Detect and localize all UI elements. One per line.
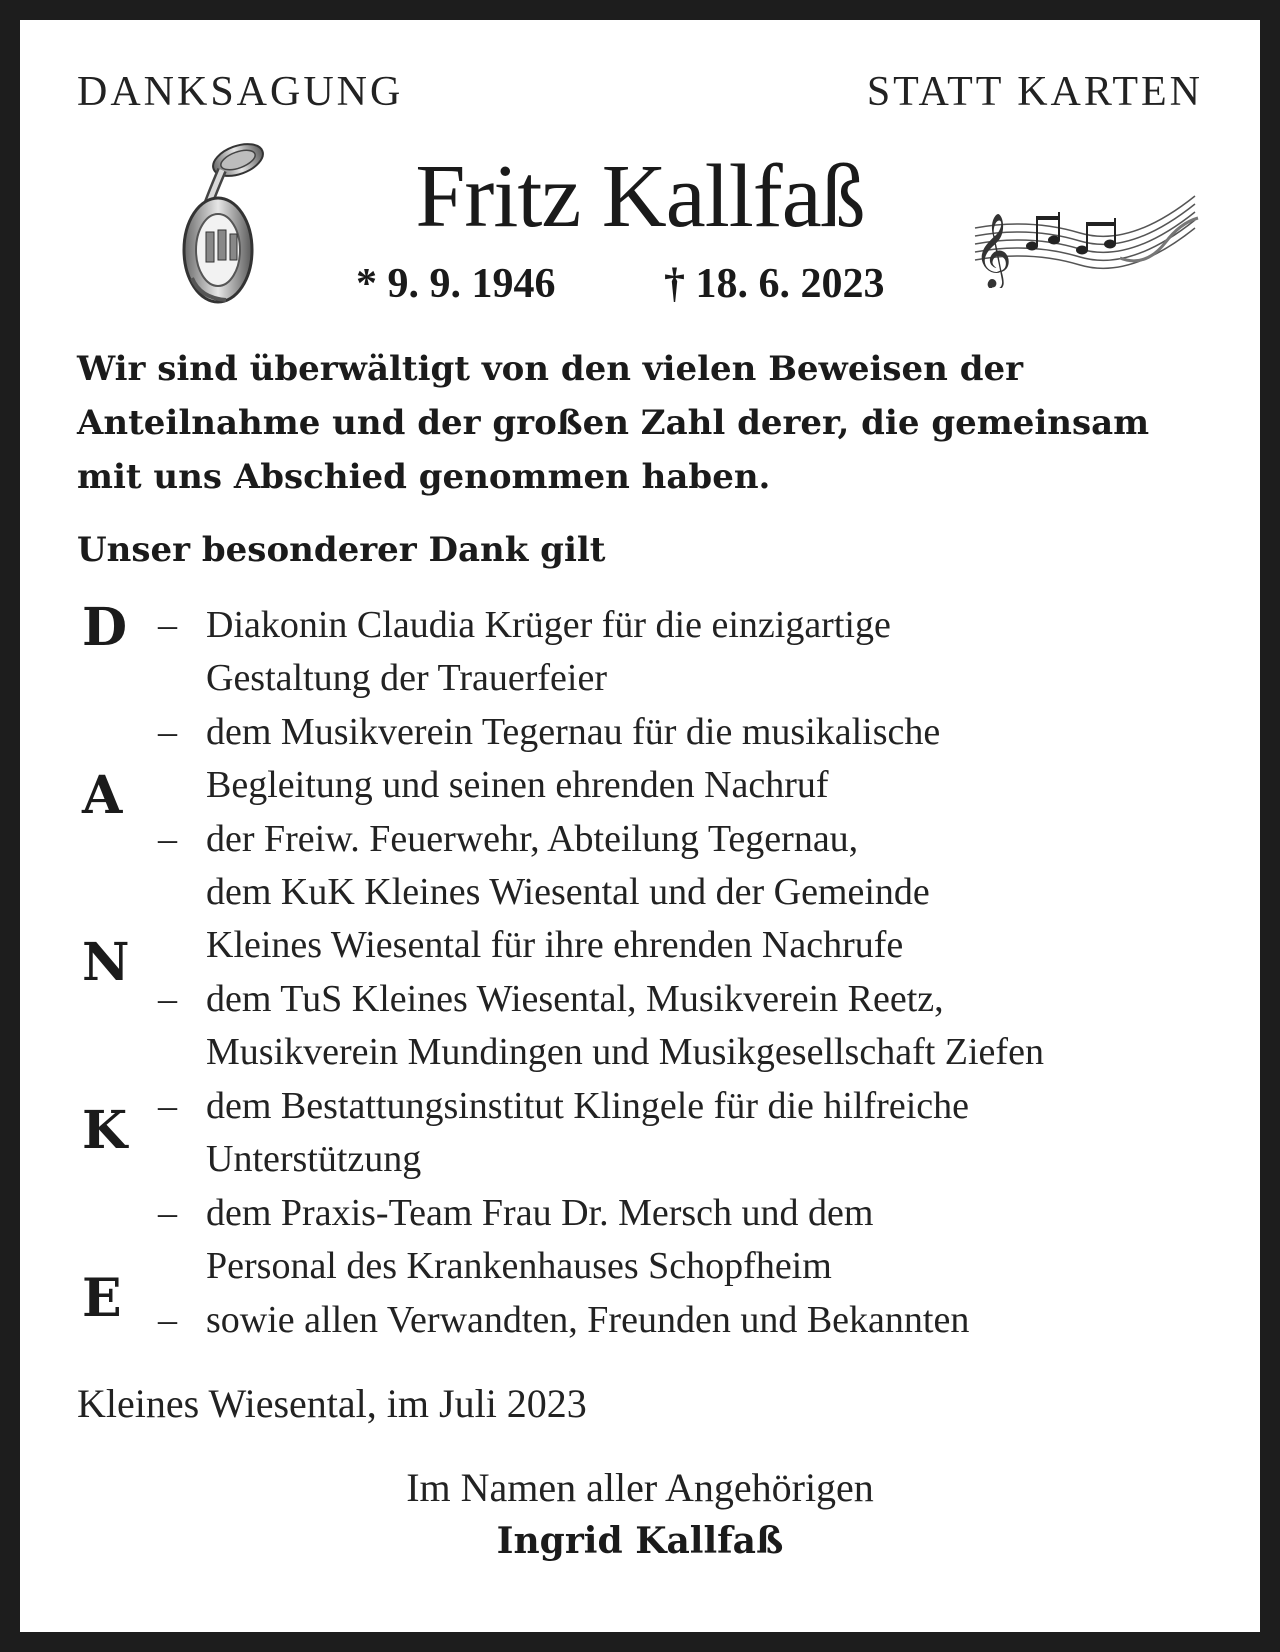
signature-name: Ingrid Kallfaß <box>496 1520 784 1562</box>
svg-text:𝄞: 𝄞 <box>974 214 1012 288</box>
list-dash: – <box>158 818 177 860</box>
list-dash: – <box>158 1192 177 1234</box>
side-letter-d: D <box>82 597 128 658</box>
thanks-line: Musikverein Mundingen und Musikgesellschaft Ziefen <box>206 1031 1044 1073</box>
list-dash: – <box>158 1299 177 1341</box>
side-letter-e: E <box>82 1268 122 1329</box>
signature-line: Im Namen aller Angehörigen <box>406 1465 874 1510</box>
header-statt-karten: STATT KARTEN <box>866 69 1203 115</box>
intro-paragraph <box>77 342 1203 504</box>
thanks-line: dem KuK Kleines Wiesental und der Gemeinde <box>206 871 930 913</box>
thanks-line: dem Praxis-Team Frau Dr. Mersch und dem <box>206 1192 874 1234</box>
thanks-line: dem Bestattungsinstitut Klingele für die hilfreiche <box>206 1085 969 1127</box>
list-dash: – <box>158 604 177 646</box>
birth-date: * 9. 9. 1946 <box>356 261 556 307</box>
list-dash: – <box>158 711 177 753</box>
thanks-line: Personal des Krankenhauses Schopfheim <box>206 1245 832 1287</box>
thanks-line: Diakonin Claudia Krüger für die einzigartige <box>206 604 891 646</box>
thanks-line: Gestaltung der Trauerfeier <box>206 657 607 699</box>
side-letter-a: A <box>82 765 123 826</box>
music-notes-icon <box>970 188 1200 288</box>
thanks-line: dem TuS Kleines Wiesental, Musikverein Reetz, <box>206 978 944 1020</box>
thanks-line: Unterstützung <box>206 1138 422 1180</box>
death-date: † 18. 6. 2023 <box>664 261 885 307</box>
list-dash: – <box>158 978 177 1020</box>
header-danksagung: DANKSAGUNG <box>77 69 404 115</box>
list-dash: – <box>158 1085 177 1127</box>
intro-line: Anteilnahme und der großen Zahl derer, die gemeinsam <box>77 403 1150 443</box>
thanks-line: sowie allen Verwandten, Freunden und Bekannten <box>206 1299 970 1341</box>
thanks-heading: Unser besonderer Dank gilt <box>77 530 606 570</box>
side-letter-n: N <box>82 932 130 993</box>
thanks-line: Kleines Wiesental für ihre ehrenden Nachrufe <box>206 924 904 966</box>
place-date: Kleines Wiesental, im Juli 2023 <box>77 1381 587 1426</box>
thanks-line: der Freiw. Feuerwehr, Abteilung Tegernau, <box>206 818 859 860</box>
thanks-line: Begleitung und seinen ehrenden Nachruf <box>206 764 829 806</box>
deceased-name: Fritz Kallfaß <box>415 147 865 246</box>
intro-line: mit uns Abschied genommen haben. <box>77 457 771 497</box>
thanks-line: dem Musikverein Tegernau für die musikalische <box>206 711 941 753</box>
side-letter-k: K <box>82 1100 128 1161</box>
intro-line: Wir sind überwältigt von den vielen Beweisen der <box>77 349 1024 389</box>
